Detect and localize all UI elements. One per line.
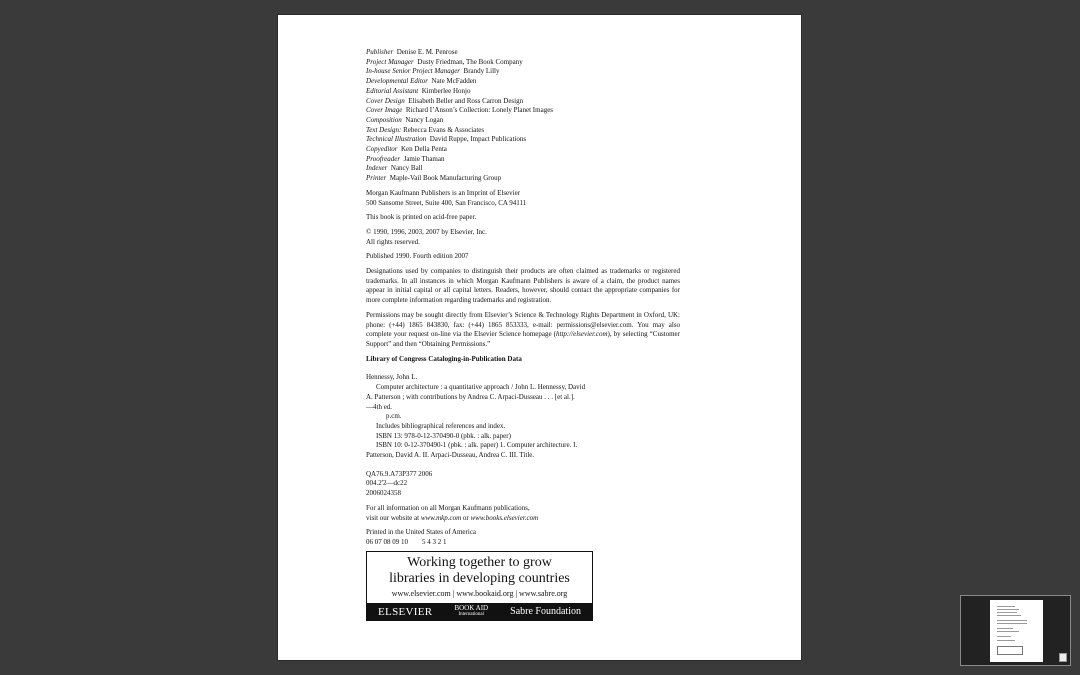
- credit-row: In-house Senior Project Manager Brandy Lilly: [366, 67, 500, 76]
- cip-block: Library of Congress Cataloging-in-Publication Data Hennessy, John L. Computer architecture : a quantitative approach / John L. Hennessy, David A. Patterson ; with contributions by Andrea C. Arpaci-Dusseau . . . [et al.]. —4th ed. p.cm. Includes bibliographical references and index. ISBN 13: 978-0-12-370490-0 (pbk. : alk. paper) ISBN 10: 0-12-370490-1 (pbk. : alk. paper) 1. Computer architecture. I. Patterson, David A. II. Arpaci-Dusseau, Andrea C. III. Title. QA76.9.A73P377 2006 004.2'2—dc22 2006024358: [366, 355, 680, 499]
- bookaid-logo: BOOK AID International: [454, 604, 489, 617]
- info-block: For all information on all Morgan Kaufmann publications, visit our website at www.mkp.com or www.books.elsevier.com: [366, 503, 539, 522]
- book-aid-advertisement: Working together to grow libraries in developing countries www.elsevier.com | www.bookaid.org | www.sabre.org ELSEVIER BOOK AID International Sabre Foundation: [366, 551, 593, 621]
- permissions-paragraph: Permissions may be sought directly from Elsevier’s Science & Technology Rights Department in Oxford, UK: phone: (+44) 1865 843830, fax: (+44) 1865 853333, e-mail: permissions@elsevier.com. You may also complete your request on-line via the Elsevier Science homepage (http://elsevier.com), by selecting “Customer Support” and then “Obtaining Permissions.”: [366, 310, 680, 348]
- printed-block: Printed in the United States of America 06 07 08 09 10 5 4 3 2 1: [366, 528, 477, 546]
- copyright-notice: © 1990, 1996, 2003, 2007 by Elsevier, Inc. All rights reserved.: [366, 227, 487, 246]
- cip-heading: Library of Congress Cataloging-in-Publication Data: [366, 354, 522, 363]
- credits-list: [366, 48, 680, 184]
- credit-row: Editorial Assistant Kimberlee Honjo: [366, 86, 471, 95]
- thumbnail-scroll-handle[interactable]: [1059, 653, 1067, 662]
- credit-row: Cover Design Elisabeth Beller and Ross Carron Design: [366, 96, 524, 105]
- document-page: [278, 15, 801, 660]
- published-note: Published 1990. Fourth edition 2007: [366, 252, 469, 261]
- credit-row: Composition Nancy Logan: [366, 115, 444, 124]
- credit-row: Proofreader Jamie Thaman: [366, 154, 445, 163]
- credit-row: Text Design: Rebecca Evans & Associates: [366, 125, 485, 134]
- credit-row: Publisher Denise E. M. Penrose: [366, 48, 458, 56]
- copyright-page-content: [366, 48, 680, 548]
- acid-free-note: This book is printed on acid-free paper.: [366, 213, 477, 222]
- page-thumbnail-navigator[interactable]: [960, 595, 1071, 666]
- elsevier-logo: ELSEVIER: [378, 605, 433, 618]
- credit-row: Developmental Editor Nate McFadden: [366, 77, 477, 86]
- credit-row: Cover Image Richard I’Anson’s Collection: Lonely Planet Images: [366, 106, 554, 115]
- credit-row: Project Manager Dusty Friedman, The Book Company: [366, 57, 523, 66]
- imprint-block: Morgan Kaufmann Publishers is an Imprint of Elsevier 500 Sansome Street, Suite 400, San Francisco, CA 94111: [366, 188, 527, 207]
- credit-row: Copyeditor Ken Della Penta: [366, 145, 447, 154]
- sponsor-logo-bar: [367, 603, 592, 620]
- homepage-link: http://elsevier.com: [556, 330, 608, 339]
- mkp-link: www.mkp.com: [420, 513, 462, 522]
- credit-row: Printer Maple-Vail Book Manufacturing Group: [366, 174, 502, 183]
- sabre-logo: Sabre Foundation: [510, 606, 581, 617]
- trademarks-paragraph: Designations used by companies to distinguish their products are often claimed as trademarks or registered trademarks. In all instances in which Morgan Kaufmann Publishers is aware of a claim, the product names appear in initial capital or all capital letters. Readers, however, should contact the appropriate companies for more complete information regarding trademarks and registration.: [366, 267, 680, 305]
- credit-row: Technical Illustration David Ruppe, Impact Publications: [366, 135, 527, 144]
- elsevier-books-link: www.books.elsevier.com: [470, 513, 539, 522]
- credit-row: Indexer Nancy Ball: [366, 164, 423, 173]
- page-thumbnail[interactable]: [990, 600, 1043, 662]
